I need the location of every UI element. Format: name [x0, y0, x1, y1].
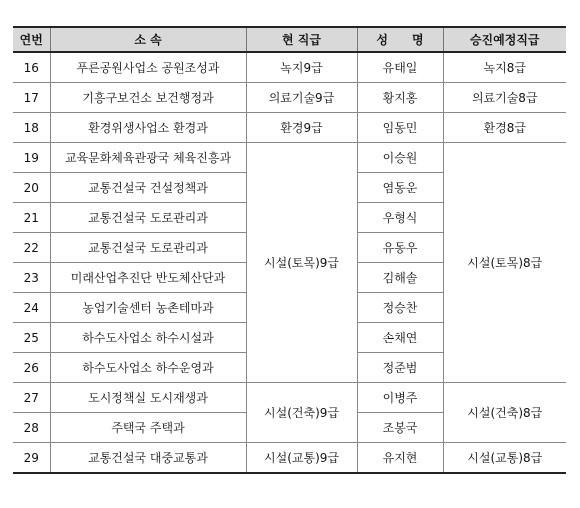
row-no: 20	[13, 173, 50, 203]
row-dept: 교통건설국 대중교통과	[50, 443, 246, 474]
row-no: 27	[13, 383, 50, 413]
row-no: 25	[13, 323, 50, 353]
header-row	[13, 27, 566, 52]
row-dept: 교통건설국 도로관리과	[50, 203, 246, 233]
table-row	[13, 443, 566, 474]
row-no: 28	[13, 413, 50, 443]
row-current-grade: 시설(교통)9급	[246, 443, 357, 474]
row-no: 17	[13, 83, 50, 113]
row-current-grade: 시설(건축)9급	[246, 383, 357, 443]
row-dept: 도시정책실 도시재생과	[50, 383, 246, 413]
row-no: 24	[13, 293, 50, 323]
row-no: 29	[13, 443, 50, 474]
row-no: 23	[13, 263, 50, 293]
row-name: 염동운	[357, 173, 443, 203]
row-promo-grade: 시설(토목)8급	[443, 143, 566, 383]
row-name: 임동민	[357, 113, 443, 143]
row-name: 유지현	[357, 443, 443, 474]
row-current-grade: 시설(토목)9급	[246, 143, 357, 383]
row-dept: 푸른공원사업소 공원조성과	[50, 52, 246, 83]
table-row	[13, 383, 566, 413]
row-name: 이병주	[357, 383, 443, 413]
row-name: 손채연	[357, 323, 443, 353]
header-no: 연번	[13, 27, 50, 52]
header-promo-grade: 승진예정직급	[443, 27, 566, 52]
row-dept: 하수도사업소 하수운영과	[50, 353, 246, 383]
row-no: 21	[13, 203, 50, 233]
row-dept: 환경위생사업소 환경과	[50, 113, 246, 143]
table-row	[13, 83, 566, 113]
row-promo-grade: 녹지8급	[443, 52, 566, 83]
table-row	[13, 113, 566, 143]
promotion-table	[13, 26, 566, 474]
row-current-grade: 환경9급	[246, 113, 357, 143]
row-dept: 교통건설국 건설정책과	[50, 173, 246, 203]
row-no: 22	[13, 233, 50, 263]
row-name: 정승찬	[357, 293, 443, 323]
row-no: 16	[13, 52, 50, 83]
row-name: 이승원	[357, 143, 443, 173]
row-promo-grade: 의료기술8급	[443, 83, 566, 113]
row-no: 19	[13, 143, 50, 173]
row-promo-grade: 시설(교통)8급	[443, 443, 566, 474]
row-name: 우형식	[357, 203, 443, 233]
row-current-grade: 의료기술9급	[246, 83, 357, 113]
row-name: 황지홍	[357, 83, 443, 113]
row-dept: 교육문화체육관광국 체육진흥과	[50, 143, 246, 173]
row-dept: 교통건설국 도로관리과	[50, 233, 246, 263]
row-dept: 기흥구보건소 보건행정과	[50, 83, 246, 113]
row-current-grade: 녹지9급	[246, 52, 357, 83]
row-name: 조봉국	[357, 413, 443, 443]
header-dept: 소 속	[50, 27, 246, 52]
row-name: 김해솔	[357, 263, 443, 293]
row-dept: 주택국 주택과	[50, 413, 246, 443]
row-promo-grade: 환경8급	[443, 113, 566, 143]
row-promo-grade: 시설(건축)8급	[443, 383, 566, 443]
row-no: 26	[13, 353, 50, 383]
table-row	[13, 52, 566, 83]
header-current-grade: 현 직급	[246, 27, 357, 52]
row-name: 정준범	[357, 353, 443, 383]
row-name: 유동우	[357, 233, 443, 263]
row-dept: 하수도사업소 하수시설과	[50, 323, 246, 353]
table-row	[13, 143, 566, 173]
row-no: 18	[13, 113, 50, 143]
row-name: 유태일	[357, 52, 443, 83]
row-dept: 농업기술센터 농촌테마과	[50, 293, 246, 323]
row-dept: 미래산업추진단 반도체산단과	[50, 263, 246, 293]
header-name: 성 명	[357, 27, 443, 52]
